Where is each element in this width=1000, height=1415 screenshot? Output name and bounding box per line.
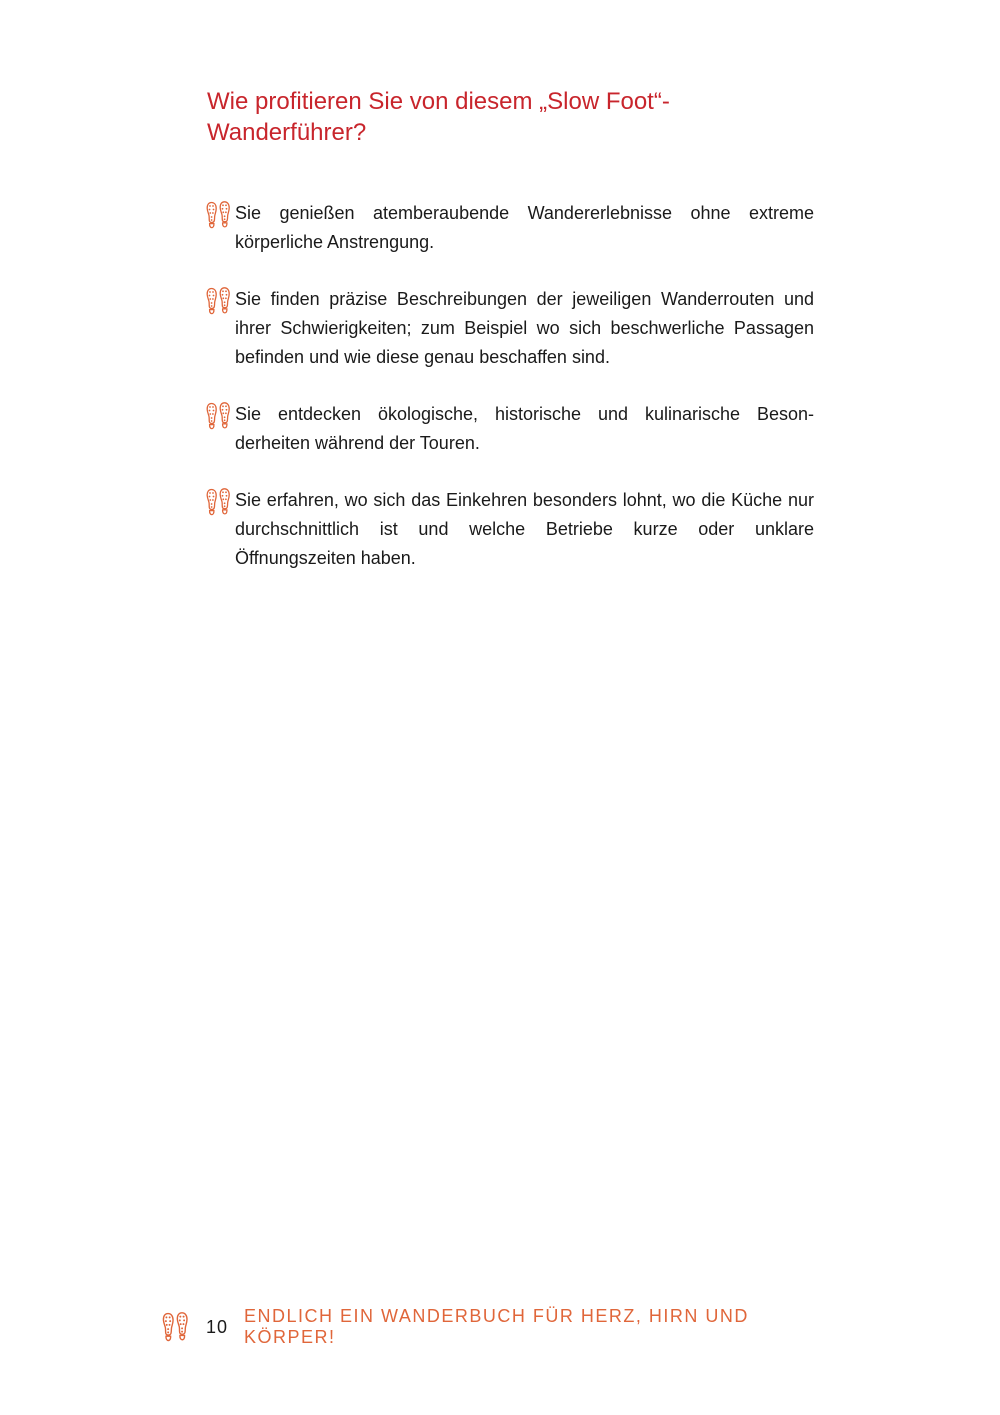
page-number: 10 — [206, 1316, 229, 1337]
list-item — [204, 199, 814, 257]
list-item-text: Sie genießen atemberaubende Wandererlebnisse ohne extreme körperliche Anstrengung. — [235, 203, 814, 252]
footprints-icon — [204, 201, 232, 229]
footprints-icon — [160, 1311, 190, 1343]
footprints-icon — [204, 488, 232, 516]
list-item-text: Sie entdecken ökologische, historische und kulinarische Beson-derheiten während der Touren. — [235, 404, 814, 453]
list-item — [204, 285, 814, 372]
footprints-icon — [204, 402, 232, 430]
list-item — [204, 400, 814, 458]
list-item-text: Sie erfahren, wo sich das Einkehren besonders lohnt, wo die Küche nur durchschnittlich ist und welche Betriebe kurze oder unklare Öffnungszeiten haben. — [235, 490, 814, 568]
page-title: Wie profitieren Sie von diesem „Slow Foot“-Wanderführer? — [207, 88, 670, 146]
list-item — [204, 486, 814, 573]
footprints-icon — [204, 287, 232, 315]
list-item-text: Sie finden präzise Beschreibungen der jeweiligen Wanderrouten und ihrer Schwierigkeiten; zum Beispiel wo sich beschwerliche Passagen befinden und wie diese genau beschaffen sind. — [235, 289, 814, 367]
benefits-list — [204, 199, 814, 601]
page-footer — [160, 1306, 820, 1347]
running-title: ENDLICH EIN WANDERBUCH FÜR HERZ, HIRN UND KÖRPER! — [244, 1306, 749, 1347]
